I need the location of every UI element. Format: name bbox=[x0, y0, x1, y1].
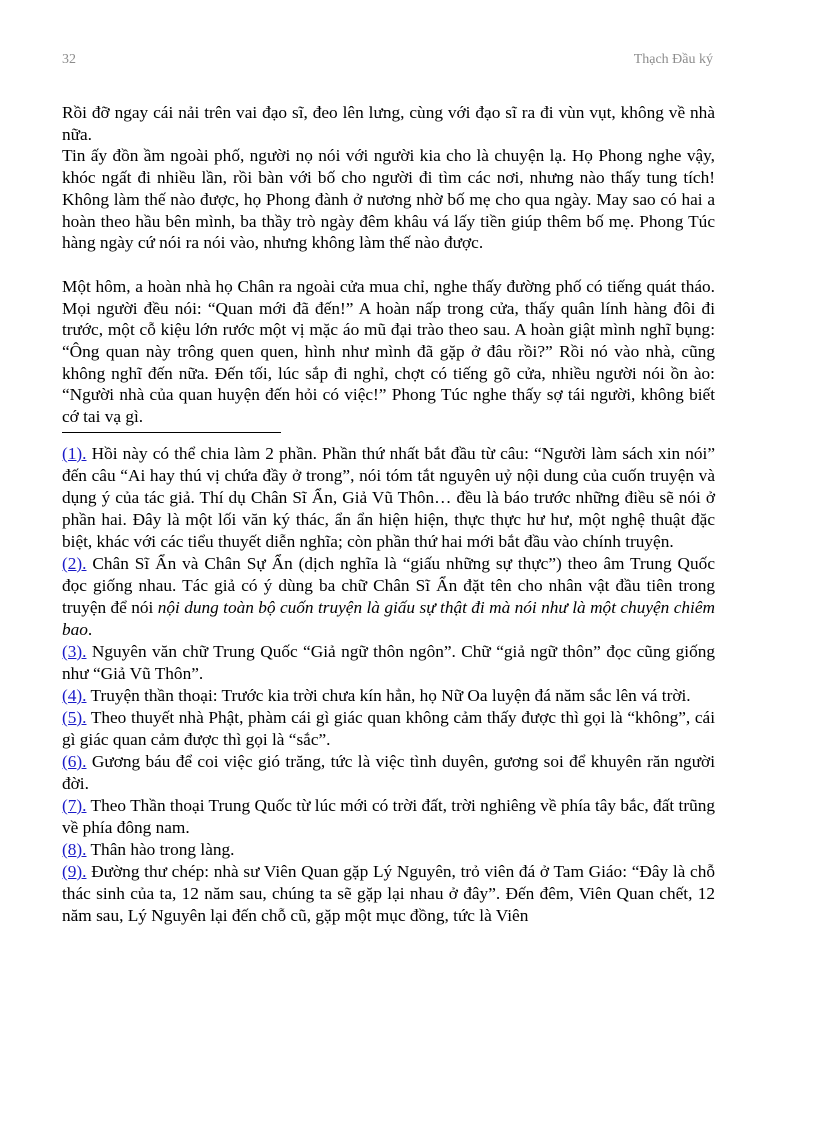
footnote-link[interactable]: (8). bbox=[62, 839, 87, 859]
footnote-text: Gương báu để coi việc gió trăng, tức là việc tình duyên, gương soi để khuyên răn người đời. bbox=[62, 751, 715, 793]
footnote-text: Nguyên văn chữ Trung Quốc “Giả ngữ thôn ngôn”. Chữ “giả ngữ thôn” đọc cũng giống như “Giả Vũ Thôn”. bbox=[62, 641, 715, 683]
running-title: Thạch Đầu ký bbox=[633, 52, 713, 67]
footnote bbox=[62, 707, 715, 751]
footnote bbox=[62, 685, 715, 707]
footnote-link[interactable]: (2). bbox=[62, 553, 87, 573]
footnote-link[interactable]: (1). bbox=[62, 443, 87, 463]
footnote-link[interactable]: (9). bbox=[62, 861, 87, 881]
footnote-text: Theo thuyết nhà Phật, phàm cái gì giác quan không cảm thấy được thì gọi là “không”, cái gì giác quan cảm được thì gọi là “sắc”. bbox=[62, 707, 715, 749]
footnote bbox=[62, 641, 715, 685]
footnote-link[interactable]: (4). bbox=[62, 685, 87, 705]
page-header bbox=[62, 52, 713, 72]
footnote-link[interactable]: (7). bbox=[62, 795, 87, 815]
body-paragraph: Một hôm, a hoàn nhà họ Chân ra ngoài cửa mua chỉ, nghe thấy đường phố có tiếng quát tháo. Mọi người đều nói: “Quan mới đã đến!” A hoàn nấp trong cửa, thấy quân lính hàng đôi đi trước, một cỗ kiệu lớn rước một vị mặc áo mũ đại trào theo sau. A hoàn giật mình nghĩ bụng: “Ông quan này trông quen quen, hình như mình đã gặp ở đâu rồi?” Rồi nó vào nhà, cũng không nghĩ đến nữa. Đến tối, lúc sắp đi nghỉ, chợt có tiếng gõ cửa, nhiều người nói ồn ào: “Người nhà của quan huyện đến hỏi có việc!” Phong Túc nghe thấy sợ tái người, không biết cớ tai vạ gì. bbox=[62, 276, 715, 427]
footnote-italic-text: nội dung toàn bộ cuốn truyện là giấu sự thật đi mà nói như là một chuyện chiêm bao bbox=[62, 597, 715, 639]
footnote-text: Đường thư chép: nhà sư Viên Quan gặp Lý Nguyên, trỏ viên đá ở Tam Giáo: “Đây là chỗ thác sinh của ta, 12 năm sau, chúng ta sẽ gặp lại nhau ở đây”. Đến đêm, Viên Quan chết, 12 năm sau, Lý Nguyên lại đến chỗ cũ, gặp một mục đồng, tức là Viên bbox=[62, 861, 715, 925]
body-paragraph: Rồi đỡ ngay cái nải trên vai đạo sĩ, đeo lên lưng, cùng với đạo sĩ ra đi vùn vụt, không về nhà nữa. bbox=[62, 103, 715, 144]
page-content bbox=[62, 102, 715, 927]
footnote-text: Theo Thần thoại Trung Quốc từ lúc mới có trời đất, trời nghiêng về phía tây bắc, đất trũng về phía đông nam. bbox=[62, 795, 715, 837]
footnote-text-end: . bbox=[87, 619, 93, 639]
footnote-text: Chân Sĩ Ẩn và Chân Sự Ẩn (dịch nghĩa là “giấu những sự thực”) theo âm Trung Quốc đọc giống nhau. Tác giả có ý dùng ba chữ Chân Sĩ Ẩn đặt tên cho nhân vật đầu tiên trong truyện để nói bbox=[62, 553, 715, 617]
paragraph-gap bbox=[62, 254, 715, 276]
body-paragraph: Tin ấy đồn ầm ngoài phố, người nọ nói với người kia cho là chuyện lạ. Họ Phong nghe vậy, khóc ngất đi nhiều lần, rồi bàn với bố cho người đi tìm các nơi, nhưng nào thấy tung tích! Không làm thế nào được, họ Phong đành ở nương nhờ bố mẹ cho qua ngày. May sao có hai a hoàn theo hầu bên mình, ba thầy trò ngày đêm khâu vá lấy tiền giúp thêm bố mẹ. Phong Túc hàng ngày cứ nói ra nói vào, nhưng không làm thế nào được. bbox=[62, 146, 715, 253]
footnote bbox=[62, 795, 715, 839]
footnote-link[interactable]: (5). bbox=[62, 707, 87, 727]
footnote bbox=[62, 839, 715, 861]
footnote bbox=[62, 861, 715, 927]
footnote-link[interactable]: (6). bbox=[62, 751, 87, 771]
footnote-text: Hồi này có thể chia làm 2 phần. Phần thứ nhất bắt đầu từ câu: “Người làm sách xin nói” đến câu “Ai hay thú vị chứa đầy ở trong”, nói tóm tắt nguyên uỷ nội dung của cuốn truyện và dụng ý của tác giả. Thí dụ Chân Sĩ Ẩn, Giả Vũ Thôn… đều là báo trước những điều sẽ nói ở phần hai. Đây là một lối văn ký thác, ẩn ẩn hiện hiện, thực thực hư hư, một nghệ thuật đặc biệt, khác với các tiểu thuyết diễn nghĩa; còn phần thứ hai mới bắt đầu vào chính truyện. bbox=[62, 443, 715, 551]
footnote bbox=[62, 553, 715, 641]
footnote-separator bbox=[62, 432, 281, 433]
footnote-text: Thân hào trong làng. bbox=[90, 839, 235, 859]
page-number: 32 bbox=[62, 52, 76, 67]
footnote bbox=[62, 751, 715, 795]
footnote-link[interactable]: (3). bbox=[62, 641, 87, 661]
footnote bbox=[62, 443, 715, 553]
footnote-text: Truyện thần thoại: Trước kia trời chưa kín hẳn, họ Nữ Oa luyện đá năm sắc lên vá trời. bbox=[90, 685, 691, 705]
